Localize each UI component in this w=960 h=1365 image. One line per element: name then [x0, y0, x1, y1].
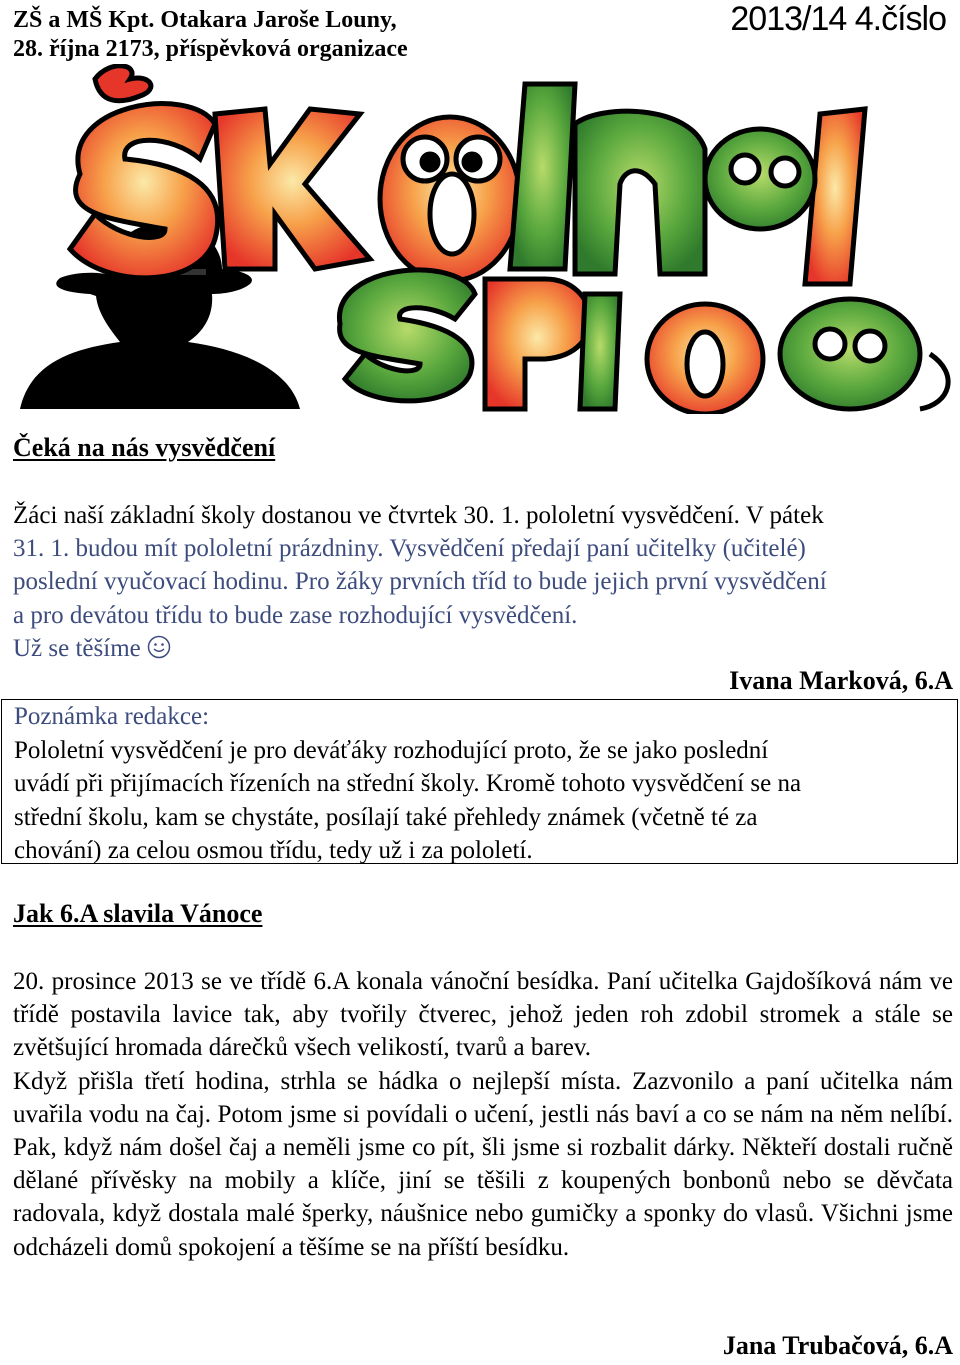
editor-note-line: střední školu, kam se chystáte, posílají také přehledy známek (včetně té za	[14, 803, 758, 831]
article1-line: poslední vyučovací hodinu. Pro žáky prvních tříd to bude jejich první vysvědčení	[13, 568, 827, 596]
smiley-icon	[147, 635, 171, 659]
article1-closing-text: Už se těšíme	[13, 634, 141, 662]
logo-text: ŠKOLNÍ	[600, 94, 604, 95]
article1-title: Čeká na nás vysvědčení	[13, 433, 276, 462]
article2-title: Jak 6.A slavila Vánoce	[13, 899, 263, 928]
issue-number: 2013/14 4.číslo	[730, 0, 946, 38]
article1-author: Ivana Marková, 6.A	[729, 666, 953, 695]
logo-line2	[339, 270, 948, 414]
article1-line: Žáci naší základní školy dostanou ve čtvrtek 30. 1. pololetní vysvědčení. V pátek	[13, 502, 824, 529]
article2-author: Jana Trubačová, 6.A	[722, 1331, 953, 1360]
school-name-line1: ZŠ a MŠ Kpt. Otakara Jaroše Louny,	[13, 7, 397, 33]
editor-note-line: chování) za celou osmou třídu, tedy už i za pololetí.	[14, 837, 533, 864]
skolni-spion-logo	[0, 64, 960, 414]
article2-paragraph: 20. prosince 2013 se ve třídě 6.A konala vánoční besídka. Paní učitelka Gajdošíková nám ve třídě postavila lavice tak, aby tvořily čtverec, jehož jeden roh zdobil stromek a stále se zvětšující hromada dárečků všech velikostí, tvarů a barev.	[13, 968, 953, 1062]
article2-paragraph: Když přišla třetí hodina, strhla se hádka o nejlepší místa. Zazvonilo a paní učitelka nám uvařila vodu na čaj. Potom jsme si povídali o učení, jestli nás baví a co se nám na něm nelíbí. Pak, když nám došel čaj a neměli jsme co pít, šli jsme si rozbalit dárky. Někteří dostali ručně dělané přívěsky na mobily a klíče, jiní se těšili z koupených bonbonů nebo se děvčata radovala, když dostala malé šperky, náušnice nebo gumičky a sponky do vlasů. Všichni jsme odcházeli domů spokojení a těšíme se na příští besídku.	[13, 1067, 953, 1261]
school-name-line2: 28. října 2173, příspěvková organizace	[13, 36, 408, 62]
article1-closing	[13, 632, 953, 665]
editor-note-label: Poznámka redakce:	[14, 703, 210, 730]
article1-line: a pro devátou třídu to bude zase rozhodující vysvědčení.	[13, 601, 578, 629]
editor-note-box	[1, 699, 958, 864]
article1-line: 31. 1. budou mít pololetní prázdniny. Vysvědčení předají paní učitelky (učitelé)	[13, 535, 806, 563]
editor-note-line: Pololetní vysvědčení je pro deváťáky rozhodující proto, že se jako poslední	[14, 736, 769, 764]
article1-body	[13, 499, 953, 665]
school-name	[13, 6, 408, 64]
logo-line1	[70, 66, 865, 284]
editor-note-line: uvádí při přijímacích řízeních na střední školy. Kromě tohoto vysvědčení se na	[14, 770, 802, 797]
article2-body	[13, 965, 953, 1264]
